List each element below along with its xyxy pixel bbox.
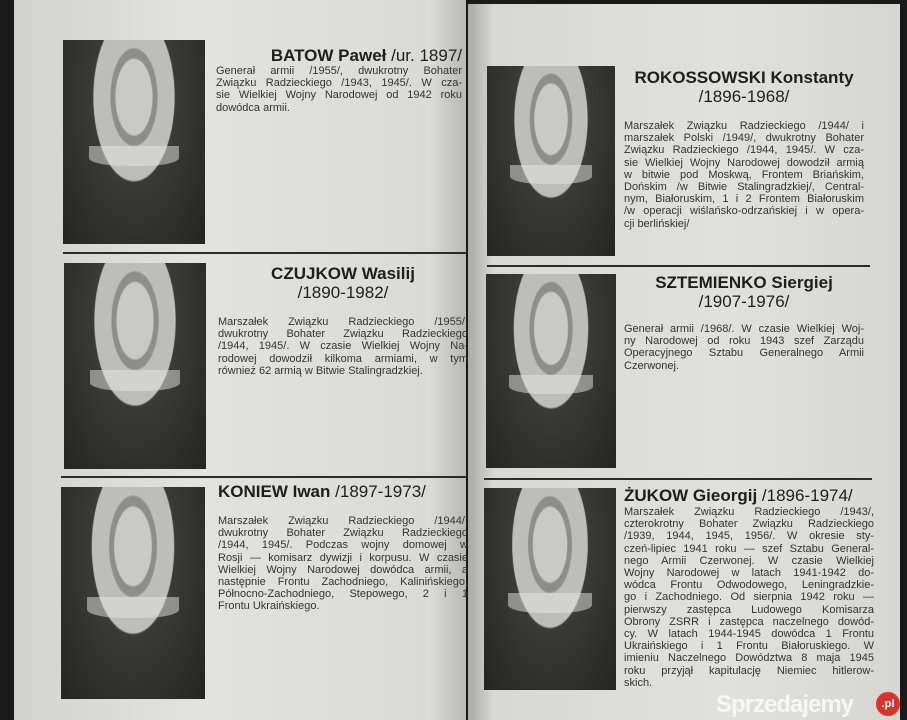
description-line: Operacyjnego Sztabu Generalnego Armii bbox=[624, 347, 864, 360]
description-line: Dońskim /w Bitwie Stalingradzkiej/, Central- bbox=[624, 181, 864, 194]
description-line: Generał armii /1955/, dwukrotny Bohater bbox=[216, 65, 462, 77]
entry-name: ROKOSSOWSKI Konstanty bbox=[634, 68, 854, 87]
description-line: Związku Radzieckiego /1943, 1945/. W cza- bbox=[216, 77, 462, 90]
description-line: sie Wielkiej Wojny Narodowej od 1942 roku bbox=[216, 89, 462, 102]
entry-dates: /ur. 1897/ bbox=[391, 46, 462, 65]
entry-title bbox=[216, 46, 462, 65]
description-line: sie Wielkiej Wojny Narodowej dowodził armią bbox=[624, 156, 864, 169]
description-line: /1939, 1944, 1945, 1956/. W okresie sty- bbox=[624, 530, 874, 543]
portrait-photo-koniew bbox=[61, 487, 205, 699]
entry-name: CZUJKOW Wasilij bbox=[271, 264, 415, 283]
entry-description bbox=[218, 515, 468, 613]
entry-czujkow bbox=[218, 264, 468, 377]
description-line: imieniu Naczelnego Dowództwa 8 maja 1945 bbox=[624, 652, 874, 665]
divider bbox=[63, 252, 467, 254]
divider bbox=[487, 265, 870, 267]
entry-dates: /1907-1976/ bbox=[698, 292, 790, 311]
entry-koniew bbox=[218, 482, 468, 613]
description-line: następnie Frontu Zachodniego, Kalinińskiego, bbox=[218, 576, 468, 589]
portrait-photo-sztemienko bbox=[486, 274, 616, 468]
description-line: Marszałek Związku Radzieckiego /1944/ i bbox=[624, 120, 864, 132]
description-line: go i Zachodniego. Od sierpnia 1942 roku — bbox=[624, 591, 874, 604]
portrait-photo-batow bbox=[63, 40, 205, 244]
description-line: Czerwonej. bbox=[624, 359, 680, 372]
description-line: Marszałek Związku Radzieckiego /1955/, bbox=[218, 316, 468, 328]
description-line: /1944, 1945/. Podczas wojny domowej w bbox=[218, 539, 468, 552]
description-line: marszałek Polski /1949/, dwukrotny Bohater bbox=[624, 132, 864, 145]
entry-zukow bbox=[624, 486, 874, 689]
description-line: cji berlińskiej/ bbox=[624, 217, 690, 230]
description-line: nego Armii Czerwonej. W czasie Wielkiej bbox=[624, 554, 874, 567]
description-line: Północno-Zachodniego, Stepowego, 2 i 1 bbox=[218, 588, 468, 601]
description-line: Wojny Narodowej w latach 1941-1942 do- bbox=[624, 567, 874, 580]
portrait-photo-zukow bbox=[484, 488, 616, 690]
entry-description bbox=[218, 316, 468, 377]
description-line: /1944, 1945/. W czasie Wielkiej Wojny Na- bbox=[218, 340, 468, 353]
description-line: Marszałek Związku Radzieckiego /1943/, bbox=[624, 506, 874, 518]
watermark-logo: Sprzedajemy bbox=[716, 691, 854, 718]
portrait-photo-czujkow bbox=[64, 263, 206, 469]
entry-title bbox=[624, 273, 864, 311]
entry-rokossowski bbox=[624, 68, 864, 230]
divider bbox=[484, 478, 872, 480]
entry-name: ŻUKOW Gieorgij bbox=[624, 486, 758, 505]
description-line: Marszałek Związku Radzieckiego /1944/, bbox=[218, 515, 468, 527]
entry-description bbox=[624, 506, 874, 689]
entry-name: KONIEW Iwan bbox=[218, 482, 331, 501]
description-line: roku przyjął kapitulację Niemiec hitlerow- bbox=[624, 664, 874, 677]
divider bbox=[61, 476, 467, 478]
entry-dates: /1896-1974/ bbox=[761, 486, 853, 505]
entry-sztemienko bbox=[624, 273, 864, 372]
entry-description bbox=[624, 120, 864, 230]
description-line: Ukraińskiego i 1 Frontu Białoruskiego. W bbox=[624, 640, 874, 653]
description-line: dowódca armii. bbox=[216, 101, 290, 114]
portrait-photo-rokossowski bbox=[487, 66, 615, 256]
description-line: czterokrotny Bohater Związku Radzieckiego bbox=[624, 518, 874, 531]
description-line: dwukrotny Bohater Związku Radzieckiego bbox=[218, 328, 468, 341]
description-line: nym, Białoruskim, 1 i 2 Frontem Białoruskim bbox=[624, 193, 864, 206]
entry-title bbox=[218, 264, 468, 302]
entry-description bbox=[216, 65, 462, 114]
entry-name: BATOW Paweł bbox=[270, 46, 387, 65]
entry-title bbox=[218, 482, 468, 501]
description-line: pierwszy zastępca Ludowego Komisarza bbox=[624, 603, 874, 616]
entry-dates: /1890-1982/ bbox=[297, 283, 389, 302]
description-line: Frontu Ukraińskiego. bbox=[218, 600, 320, 613]
description-line: również 62 armią w Bitwie Stalingradzkiej. bbox=[218, 364, 423, 377]
entry-name: SZTEMIENKO Siergiej bbox=[655, 273, 833, 292]
description-line: Wielkiej Wojny Narodowej dowódca armii, a bbox=[218, 563, 468, 576]
description-line: cy. W latach 1944-1945 dowódca 1 Frontu bbox=[624, 628, 874, 641]
description-line: dwukrotny Bohater Związku Radzieckiego bbox=[218, 527, 468, 540]
description-line: ny Narodowej od roku 1943 szef Zarządu bbox=[624, 335, 864, 348]
description-line: w bitwie pod Moskwą, Frontem Briańskim, bbox=[624, 168, 864, 181]
description-line: rodowej dowodził kilkoma armiami, w tym bbox=[218, 352, 468, 365]
entry-dates: /1896-1968/ bbox=[698, 87, 790, 106]
description-line: wódca Frontu Odwodowego, Leningradzkie- bbox=[624, 579, 874, 592]
entry-description bbox=[624, 323, 864, 372]
description-line: Generał armii /1968/. W czasie Wielkiej Woj- bbox=[624, 323, 864, 335]
description-line: Obrony ZSRR i zastępca naczelnego dowód- bbox=[624, 615, 874, 628]
description-line: Związku Radzieckiego /1944, 1945/. W cza- bbox=[624, 144, 864, 157]
entry-title bbox=[624, 486, 874, 505]
watermark-badge: .pl bbox=[876, 692, 900, 716]
entry-batow bbox=[216, 46, 462, 114]
description-line: /w operacji wiślańsko-odrzańskiej i w opera- bbox=[624, 205, 864, 218]
description-line: czeń-lipiec 1941 roku — szef Sztabu General- bbox=[624, 542, 874, 555]
entry-title bbox=[624, 68, 864, 106]
entry-dates: /1897-1973/ bbox=[335, 482, 426, 501]
description-line: Rosji — komisarz dywizji i korpusu. W czasie bbox=[218, 551, 468, 564]
description-line: skich. bbox=[624, 676, 653, 689]
